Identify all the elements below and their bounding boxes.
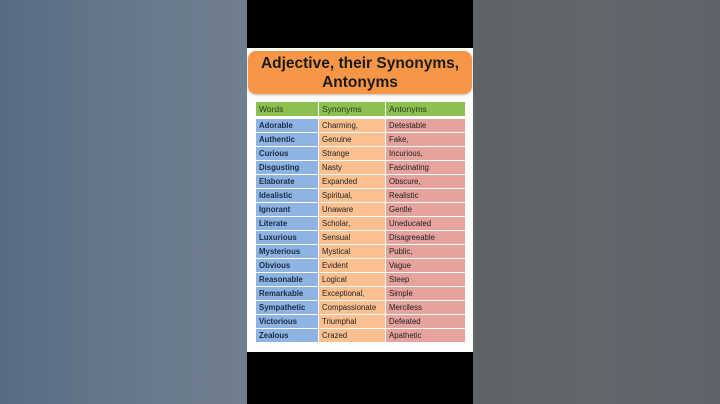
cell-synonym: Logical [319, 273, 386, 287]
cell-word: Luxurious [256, 231, 319, 245]
table-row [256, 116, 466, 133]
cell-synonym: Charming, [319, 116, 386, 133]
table-row [256, 259, 466, 273]
cell-synonym: Genuine [319, 133, 386, 147]
table-row [256, 329, 466, 343]
cell-word: Sympathetic [256, 301, 319, 315]
cell-synonym: Spiritual, [319, 189, 386, 203]
table-row [256, 287, 466, 301]
cell-word: Elaborate [256, 175, 319, 189]
cell-synonym: Sensual [319, 231, 386, 245]
table-row [256, 147, 466, 161]
cell-antonym: Detestable [386, 116, 466, 133]
cell-synonym: Mystical [319, 245, 386, 259]
blurred-background-left [0, 0, 247, 404]
cell-antonym: Public, [386, 245, 466, 259]
cell-word: Zealous [256, 329, 319, 343]
table-row [256, 133, 466, 147]
table-header-row [256, 102, 466, 116]
cell-synonym: Expanded [319, 175, 386, 189]
title-banner [248, 51, 472, 94]
cell-antonym: Steep [386, 273, 466, 287]
column-header-antonyms: Antonyms [386, 102, 466, 116]
cell-word: Curious [256, 147, 319, 161]
cell-antonym: Realistic [386, 189, 466, 203]
cell-synonym: Crazed [319, 329, 386, 343]
cell-word: Ignorant [256, 203, 319, 217]
table-row [256, 231, 466, 245]
cell-antonym: Defeated [386, 315, 466, 329]
cell-word: Victorious [256, 315, 319, 329]
slide [247, 48, 473, 352]
table-row [256, 217, 466, 231]
blurred-background-right [473, 0, 720, 404]
table-row [256, 273, 466, 287]
cell-antonym: Vague [386, 259, 466, 273]
cell-synonym: Nasty [319, 161, 386, 175]
slide-title: Adjective, their Synonyms, Antonyms [260, 54, 460, 91]
word-table [256, 102, 466, 343]
table-row [256, 161, 466, 175]
cell-synonym: Triumphal [319, 315, 386, 329]
cell-synonym: Exceptional, [319, 287, 386, 301]
cell-antonym: Incurious, [386, 147, 466, 161]
cell-antonym: Simple [386, 287, 466, 301]
table-row [256, 315, 466, 329]
cell-synonym: Strange [319, 147, 386, 161]
cell-antonym: Uneducated [386, 217, 466, 231]
cell-word: Obvious [256, 259, 319, 273]
column-header-synonyms: Synonyms [319, 102, 386, 116]
cell-word: Disgusting [256, 161, 319, 175]
table-row [256, 175, 466, 189]
video-frame[interactable] [247, 0, 473, 404]
table-row [256, 245, 466, 259]
cell-antonym: Merciless [386, 301, 466, 315]
cell-word: Mysterious [256, 245, 319, 259]
cell-antonym: Gentle [386, 203, 466, 217]
cell-synonym: Evident [319, 259, 386, 273]
cell-word: Idealistic [256, 189, 319, 203]
table-row [256, 301, 466, 315]
cell-antonym: Obscure, [386, 175, 466, 189]
cell-word: Literate [256, 217, 319, 231]
table-body [256, 116, 466, 343]
cell-antonym: Apathetic [386, 329, 466, 343]
cell-antonym: Disagreeable [386, 231, 466, 245]
table-row [256, 203, 466, 217]
cell-synonym: Scholar, [319, 217, 386, 231]
cell-word: Authentic [256, 133, 319, 147]
cell-word: Adorable [256, 116, 319, 133]
cell-word: Reasonable [256, 273, 319, 287]
cell-synonym: Compassionate [319, 301, 386, 315]
cell-word: Remarkable [256, 287, 319, 301]
column-header-words: Words [256, 102, 319, 116]
table-row [256, 189, 466, 203]
cell-antonym: Fake, [386, 133, 466, 147]
cell-antonym: Fascinating [386, 161, 466, 175]
cell-synonym: Unaware [319, 203, 386, 217]
